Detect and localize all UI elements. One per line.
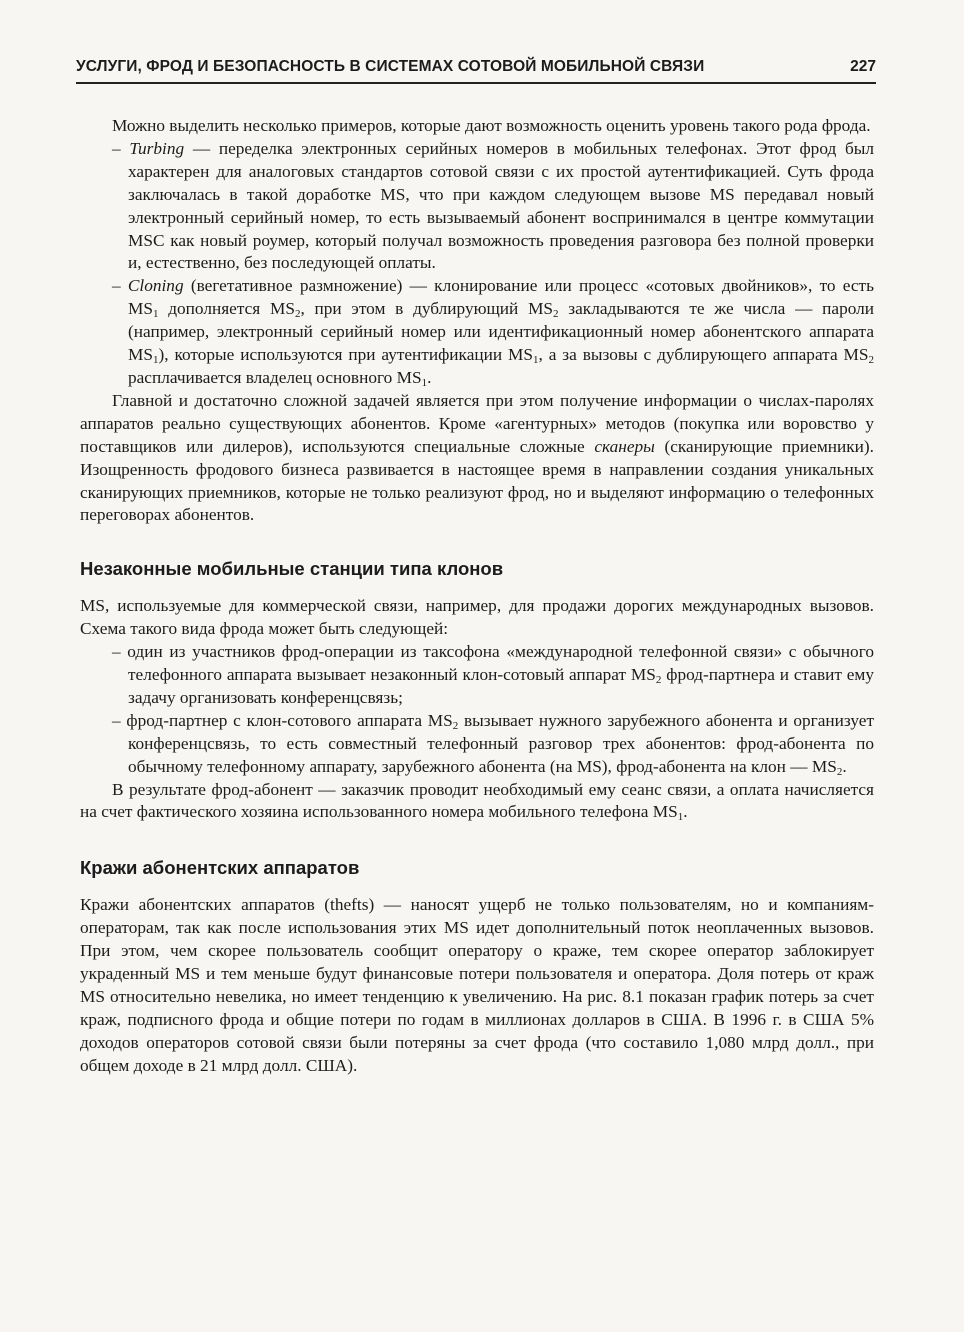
subscript: 2 xyxy=(553,308,559,321)
subscript: 1 xyxy=(152,308,159,321)
subscript: 1 xyxy=(533,354,539,367)
item-text: – один из участников фрод-операции из таксофона «международной телефонной связи» с обычного телефонного аппарата вызывает незаконный клон-сотовый аппарат MS xyxy=(112,642,874,685)
subscript: 2 xyxy=(836,765,843,778)
cloning-text: закладываются те же числа — пароли (например, электронный серийный номер или идентификационный номер абонентского аппарата MS xyxy=(128,299,874,365)
list-item-turbing xyxy=(80,138,874,275)
item-text: . xyxy=(842,756,847,776)
result-text: . xyxy=(683,802,688,822)
subscript: 1 xyxy=(421,376,428,389)
subscript: 2 xyxy=(655,674,662,687)
cloning-text: расплачивается владелец основного MS xyxy=(128,367,422,387)
subscript: 2 xyxy=(294,308,301,321)
turbing-text: — переделка электронных серийных номеров в мобильных телефонах. Этот фрод был характерен для аналоговых стандартов сотовой связи с их простой аутентификацией. Суть фрода заключалась в такой доработке MS, что при каждом следующем вызове MS передавал новый электронный серийный номер, то есть вызываемый абонент воспринимался в центре коммутации MSC как новый роумер, который получал возможность проведения разговора без полной проверки и, естественно, без последующей оплаты. xyxy=(128,138,874,273)
term-scanners: сканеры xyxy=(594,436,655,456)
item-text: фрод-партнера и ставит ему задачу организовать конференцсвязь; xyxy=(128,665,874,707)
term-cloning: Cloning xyxy=(127,276,184,296)
item-text: – фрод-партнер с клон-сотового аппарата MS xyxy=(112,710,453,730)
subscript: 2 xyxy=(868,354,874,367)
section-heading-thefts: Кражи абонентских аппаратов xyxy=(80,857,360,879)
result-paragraph xyxy=(80,779,874,825)
main-text: (сканирующие приемники). Изощренность фродового бизнеса развивается в настоящее время в направлении создания уникальных сканирующих приемников, которые не только реализуют фрод, но и выделяют информацию о телефонных переговорах абонентов. xyxy=(80,436,874,525)
item-text: вызывает нужного зарубежного абонента и организует конференцсвязь, то есть совместный телефонный разговор трех абонентов: фрод-абонента по обычному телефонному аппарату, зарубежного абонента (на MS), фрод-абонента на клон — MS xyxy=(128,710,874,776)
result-text: В результате фрод-абонент — заказчик проводит необходимый ему сеанс связи, а оплата начисляется на счет фактического хозяина использованного номера мобильного телефона MS xyxy=(80,779,874,822)
subscript: 1 xyxy=(152,354,159,367)
thefts-paragraph: Кражи абонентских аппаратов (thefts) — наносят ущерб не только пользователям, но и компаниям-операторам, так как после использования этих MS идет дополнительный поток неоплаченных вызовов. При этом, чем скорее пользователь сообщит оператору о краже, тем скорее оператор заблокирует украденный MS и тем меньше будут финансовые потери пользователя и оператора. Доля потерь от краж MS относительно невелика, но имеет тенденцию к увеличению. На рис. 8.1 показан график потерь за счет краж, подписного фрода и общие потери по годам в миллионах долларов в США. В 1996 г. в США 5% доходов операторов сотовой связи были потеряны за счет фрода (что составило 1,080 млрд долл., при общем доходе в 21 млрд долл. США). xyxy=(80,895,874,1075)
subscript: 2 xyxy=(452,719,459,732)
intro-paragraph: Можно выделить несколько примеров, которые дают возможность оценить уровень такого рода фрода. xyxy=(112,116,871,135)
running-head: УСЛУГИ, ФРОД И БЕЗОПАСНОСТЬ В СИСТЕМАХ СОТОВОЙ МОБИЛЬНОЙ СВЯЗИ xyxy=(76,58,705,75)
list-item-clones-2 xyxy=(80,710,874,779)
cloning-text: ), которые используются при аутентификации MS xyxy=(158,345,533,365)
main-paragraph xyxy=(80,390,874,527)
page-body xyxy=(80,115,874,1078)
list-dash: – xyxy=(112,276,128,296)
page-number: 227 xyxy=(850,58,876,75)
clones-paragraph: MS, используемые для коммерческой связи, например, для продажи дорогих международных вызовов. Схема такого вида фрода может быть следующей: xyxy=(80,596,874,639)
section-heading-clones: Незаконные мобильные станции типа клонов xyxy=(80,558,504,580)
cloning-text: (вегетативное размножение) — клонирование или процесс «сотовых двойников», то есть MS xyxy=(128,276,874,319)
list-dash: – xyxy=(112,138,130,158)
page-header xyxy=(76,58,876,84)
cloning-text: , при этом в дублирующий MS xyxy=(300,299,554,319)
list-item-clones-1 xyxy=(80,641,874,710)
cloning-text: дополняется MS xyxy=(158,299,295,319)
list-item-cloning xyxy=(80,275,874,390)
cloning-text: . xyxy=(427,367,432,387)
term-turbing: Turbing xyxy=(129,138,185,158)
main-text: Главной и достаточно сложной задачей является при этом получение информации о числах-паролях аппаратов реально существующих абонентов. Кроме «агентурных» методов (покупка или воровство у поставщиков или дилеров), используются специальные сложные xyxy=(80,390,874,456)
subscript: 1 xyxy=(677,811,684,824)
cloning-text: , а за вызовы с дублирующего аппарата MS xyxy=(538,345,869,365)
